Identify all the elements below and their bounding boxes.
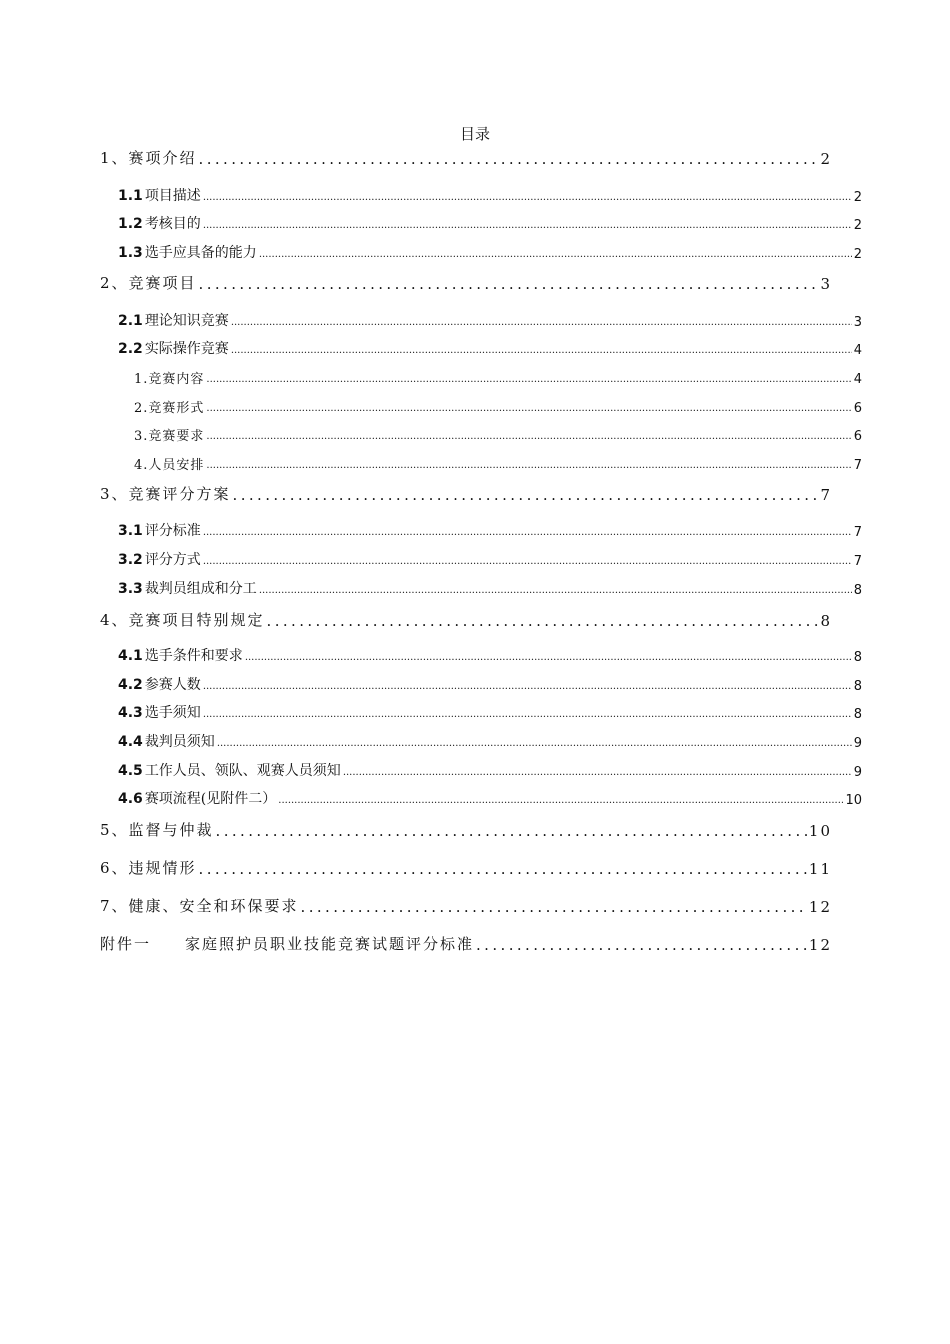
- toc-entry[interactable]: [134, 424, 862, 444]
- dot-leader: [217, 738, 852, 749]
- toc-entry[interactable]: [100, 482, 832, 504]
- toc-entry-text: 5、监督与仲裁: [100, 821, 214, 839]
- toc-entry-page-number: 8: [853, 650, 862, 665]
- toc-entry-number: 4.5: [118, 763, 143, 779]
- toc-entry-page-number: 2: [853, 247, 862, 262]
- dot-leader: [206, 460, 851, 471]
- toc-entry-number: 1.3: [118, 245, 143, 261]
- toc-entry-label: [100, 857, 197, 878]
- toc-entry-page-number: 2: [820, 150, 832, 168]
- toc-entry-label: [100, 933, 474, 954]
- toc-entry-label: [100, 819, 214, 840]
- toc-entry-label: [100, 147, 197, 168]
- toc-entry[interactable]: [118, 731, 862, 751]
- toc-entry[interactable]: [118, 760, 862, 780]
- dot-leader: [203, 220, 852, 231]
- dot-leader: [231, 345, 852, 356]
- dot-leader: [206, 431, 851, 442]
- toc-entry[interactable]: [134, 367, 862, 387]
- toc-entry-text: 选手条件和要求: [144, 648, 243, 664]
- toc-entry-text: 实际操作竞赛: [144, 341, 229, 357]
- toc-entry-label: [134, 425, 204, 444]
- toc-entry-text: 4.人员安排: [134, 458, 205, 473]
- toc-entry-number: 1.1: [118, 188, 143, 204]
- toc-entry-text: 评分方式: [144, 552, 201, 568]
- toc-entry-label: [100, 609, 265, 630]
- toc-entry-label: [118, 338, 229, 358]
- toc-entry-text: 考核目的: [144, 216, 201, 232]
- toc-entry-text: 2、竞赛项目: [100, 274, 197, 292]
- toc-entry-page-number: 3: [853, 315, 862, 330]
- dot-leader: [259, 585, 852, 596]
- toc-entry[interactable]: [118, 549, 862, 569]
- toc-entry-label: [134, 397, 204, 416]
- toc-entry[interactable]: [118, 338, 862, 358]
- toc-entry[interactable]: [100, 932, 832, 954]
- toc-entry[interactable]: [100, 146, 832, 168]
- toc-entry-text: 工作人员、领队、观赛人员须知: [144, 763, 341, 779]
- dot-leader: [199, 860, 807, 878]
- toc-entry-page-number: 11: [808, 860, 832, 878]
- dot-leader: [476, 936, 807, 954]
- toc-entry-label: [118, 760, 341, 780]
- dot-leader: [203, 709, 852, 720]
- toc-entry-number: 2.1: [118, 313, 143, 329]
- toc-entry-label: [118, 185, 201, 205]
- dot-leader: [278, 795, 843, 806]
- toc-entry-text: 选手应具备的能力: [144, 245, 257, 261]
- toc-entry-number: 4.3: [118, 705, 143, 721]
- dot-leader: [267, 612, 819, 630]
- toc-entry-page-number: 12: [808, 936, 832, 954]
- toc-entry-label: [118, 702, 201, 722]
- toc-entry[interactable]: [118, 520, 862, 540]
- toc-entry-label: [118, 645, 243, 665]
- toc-entry-text: 1.竞赛内容: [134, 372, 205, 387]
- dot-leader: [301, 898, 807, 916]
- toc-entry-page-number: 7: [853, 554, 862, 569]
- toc-entry[interactable]: [118, 702, 862, 722]
- toc-entry-page-number: 8: [820, 612, 832, 630]
- toc-entry-label: [118, 788, 276, 808]
- toc-entry-text: 评分标准: [144, 523, 201, 539]
- dot-leader: [206, 374, 851, 385]
- toc-entry-label: [118, 520, 201, 540]
- toc-entry-number: 3.1: [118, 523, 143, 539]
- dot-leader: [233, 486, 819, 504]
- toc-entry-page-number: 12: [808, 898, 832, 916]
- toc-entry[interactable]: [118, 578, 862, 598]
- toc-entry-number: 4.1: [118, 648, 143, 664]
- toc-entry-text: 理论知识竞赛: [144, 313, 229, 329]
- toc-entry[interactable]: [100, 894, 832, 916]
- toc-entry-page-number: 6: [853, 401, 862, 416]
- toc-entry-page-number: 8: [853, 583, 862, 598]
- toc-entry-text: 选手须知: [144, 705, 201, 721]
- toc-entry[interactable]: [118, 645, 862, 665]
- toc-entry[interactable]: [118, 242, 862, 262]
- toc-entry-number: 4.2: [118, 677, 143, 693]
- toc-title: 目录: [459, 125, 490, 143]
- toc-entry[interactable]: [134, 453, 862, 473]
- dot-leader: [343, 767, 852, 778]
- toc-entry-number: 3.2: [118, 552, 143, 568]
- toc-entry-page-number: 10: [845, 793, 862, 808]
- toc-entry-label: [100, 895, 299, 916]
- toc-entry-text: 6、违规情形: [100, 859, 197, 877]
- toc-entry-page-number: 8: [853, 679, 862, 694]
- toc-entry[interactable]: [118, 185, 862, 205]
- toc-entry-label: [134, 454, 204, 473]
- toc-entry-number: 3.3: [118, 581, 143, 597]
- toc-entry-label: [118, 310, 229, 330]
- toc-entry-page-number: 9: [853, 765, 862, 780]
- toc-entry-page-number: 2: [853, 190, 862, 205]
- toc-entry-label: [118, 213, 201, 233]
- toc-entry-label: [118, 578, 257, 598]
- toc-entry-text: 附件一 家庭照护员职业技能竞赛试题评分标准: [100, 935, 475, 953]
- toc-entry-label: [118, 674, 201, 694]
- toc-entry-label: [118, 731, 215, 751]
- dot-leader: [199, 275, 819, 293]
- toc-entry-text: 裁判员组成和分工: [144, 581, 257, 597]
- toc-entry[interactable]: [100, 856, 832, 878]
- toc-entry-label: [118, 549, 201, 569]
- toc-entry-page-number: 10: [808, 822, 832, 840]
- toc-entry-label: [134, 368, 204, 387]
- toc-entry-label: [100, 483, 231, 504]
- dot-leader: [245, 652, 852, 663]
- toc-entry-page-number: 6: [853, 429, 862, 444]
- toc-entry[interactable]: [118, 674, 862, 694]
- toc-entry-page-number: 7: [853, 458, 862, 473]
- toc-entry-number: 4.4: [118, 734, 143, 750]
- toc-entry-number: 4.6: [118, 791, 143, 807]
- toc-entry-text: 1、赛项介绍: [100, 149, 197, 167]
- dot-leader: [203, 192, 852, 203]
- dot-leader: [216, 822, 807, 840]
- toc-entry-text: 7、健康、安全和环保要求: [100, 897, 299, 915]
- toc-entry-text: 3、竞赛评分方案: [100, 485, 231, 503]
- toc-entry-text: 参赛人数: [144, 677, 201, 693]
- toc-entry-page-number: 2: [853, 218, 862, 233]
- toc-entry-text: 4、竞赛项目特别规定: [100, 611, 265, 629]
- toc-entry[interactable]: [100, 608, 832, 630]
- dot-leader: [203, 527, 852, 538]
- dot-leader: [231, 317, 852, 328]
- toc-entry-page-number: 7: [853, 525, 862, 540]
- toc-entry-text: 项目描述: [144, 188, 201, 204]
- toc-entry-label: [118, 242, 257, 262]
- toc-entry-page-number: 4: [853, 343, 862, 358]
- toc-entry-page-number: 4: [853, 372, 862, 387]
- toc-entry-number: 2.2: [118, 341, 143, 357]
- toc-entry-text: 3.竞赛要求: [134, 429, 205, 444]
- toc-entry[interactable]: [118, 213, 862, 233]
- toc-entry[interactable]: [100, 271, 832, 293]
- dot-leader: [203, 681, 852, 692]
- dot-leader: [206, 403, 851, 414]
- toc-entry[interactable]: [100, 818, 832, 840]
- toc-entry-page-number: 9: [853, 736, 862, 751]
- toc-entry[interactable]: [118, 788, 862, 808]
- dot-leader: [203, 556, 852, 567]
- toc-entry[interactable]: [134, 396, 862, 416]
- toc-entry[interactable]: [118, 310, 862, 330]
- toc-entry-page-number: 7: [820, 486, 832, 504]
- toc-entry-text: 赛项流程(见附件二）: [144, 791, 277, 807]
- toc-entry-page-number: 3: [820, 275, 832, 293]
- toc-entry-number: 1.2: [118, 216, 143, 232]
- toc-entry-label: [100, 272, 197, 293]
- toc-entry-page-number: 8: [853, 707, 862, 722]
- dot-leader: [199, 150, 819, 168]
- dot-leader: [259, 249, 852, 260]
- toc-entry-text: 2.竞赛形式: [134, 401, 205, 416]
- toc-entry-text: 裁判员须知: [144, 734, 215, 750]
